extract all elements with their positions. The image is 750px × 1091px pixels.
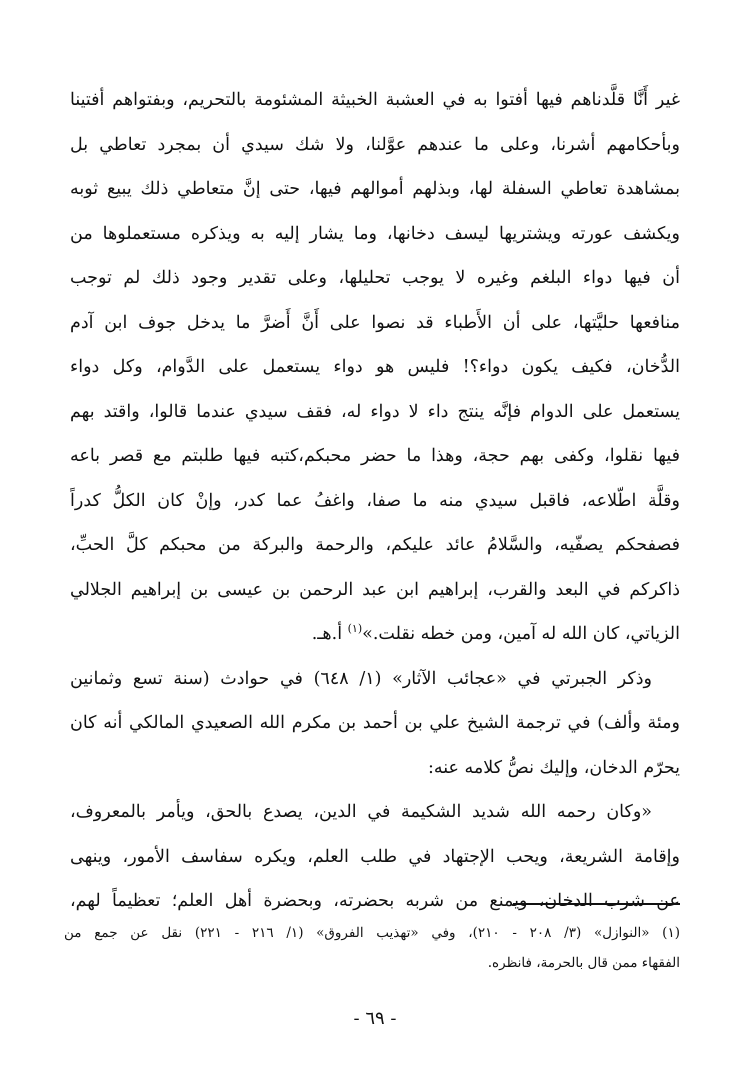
- text-line: ويكشف عورته ويشتريها ليسف دخانها، وما يشار إليه به ويذكره مستعملوها من: [70, 223, 680, 244]
- quote-line: وإقامة الشريعة، ويحب الإجتهاد في طلب العلم، ويكره سفاسف الأمور، وينهى: [70, 846, 680, 867]
- footnote-separator: [513, 903, 680, 905]
- paragraph-line: يحرّم الدخان، وإليك نصُّ كلامه عنه:: [427, 757, 680, 778]
- text-line: وبأحكامهم أشرنا، وعلى ما عندهم عوَّلنا، ولا شك سيدي أن بمجرد تعاطي بل: [70, 134, 680, 155]
- text-line: وقلَّة اطّلاعه، فاقبل سيدي منه ما صفا، واغفُ عما كدر، وإنْ كان الكلُّ كدراً: [70, 490, 680, 511]
- text-line: فصفحكم يصفّيه، والسَّلامُ عائد عليكم، والرحمة والبركة من محبكم كلَّ الحبِّ،: [70, 535, 680, 555]
- quote-line: «وكان رحمه الله شديد الشكيمة في الدين، يصدع بالحق، ويأمر بالمعروف،: [70, 802, 652, 822]
- text-line: بمشاهدة تعاطي السفلة لها، وبذلهم أموالهم فيها، حتى إنَّ متعاطي ذلك يبيع ثوبه: [70, 179, 680, 199]
- footnotes: [64, 918, 680, 978]
- closing-abbreviation: أ.هـ.: [311, 624, 348, 644]
- closing-line: [70, 612, 680, 657]
- paragraph-line: ومئة وألف) في ترجمة الشيخ علي بن أحمد بن مكرم الله الصعيدي المالكي أنه كان: [70, 713, 680, 733]
- quote-line: عن شرب الدخان، ويمنع من شربه بحضرته، وبحضرة أهل العلم؛ تعظيماً لهم،: [70, 891, 680, 911]
- paragraph-line: وذكر الجبرتي في «عجائب الآثار» (١/ ٦٤٨) في حوادث (سنة تسع وثمانين: [70, 668, 652, 689]
- text-line: فيها نقلوا، وكفى بهم حجة، وهذا ما حضر محبكم،كتبه فيها طلبتم مع قصر باعه: [70, 446, 680, 466]
- text-line: منافعها حليَّتها، على أن الأَطباء قد نصوا على أَنَّ أَضرَّ ما يدخل جوف ابن آدم: [70, 312, 680, 333]
- footnote-reference[interactable]: (١): [347, 622, 363, 636]
- page-number: - ٦٩ -: [353, 1008, 397, 1029]
- main-text: [70, 78, 680, 924]
- text-line: أن فيها دواء البلغم وغيره لا يوجب تحليلها، وعلى تقدير وجود ذلك لم توجب: [70, 268, 680, 288]
- text-line: الدُّخان، فكيف يكون دواء؟! فليس هو دواء يستعمل على الدَّوام، وكل دواء: [70, 357, 680, 377]
- footnote-line: (١) «النوازل» (٣/ ٢٠٨ - ٢١٠)، وفي «تهذيب الفروق» (١/ ٢١٦ - ٢٢١) نقل عن جمع من: [64, 925, 680, 941]
- text-line: ذاكركم في البعد والقرب، إبراهيم ابن عبد الرحمن بن عيسى بن إبراهيم الجلالي: [70, 579, 680, 600]
- footnote-line: الفقهاء ممن قال بالحرمة، فانظره.: [487, 955, 680, 971]
- text-line: غير أَنَّا قلَّدناهم فيها أفتوا به في العشبة الخبيثة المشئومة بالتحريم، وبفتواهم أفتينا: [70, 90, 680, 110]
- closing-text: الزياتي، كان الله له آمين، ومن خطه نقلت.»: [362, 624, 680, 644]
- text-line: يستعمل على الدوام فإنَّه ينتج داء لا دواء له، فقف سيدي عندما قالوا، واقتد بهم: [70, 401, 680, 422]
